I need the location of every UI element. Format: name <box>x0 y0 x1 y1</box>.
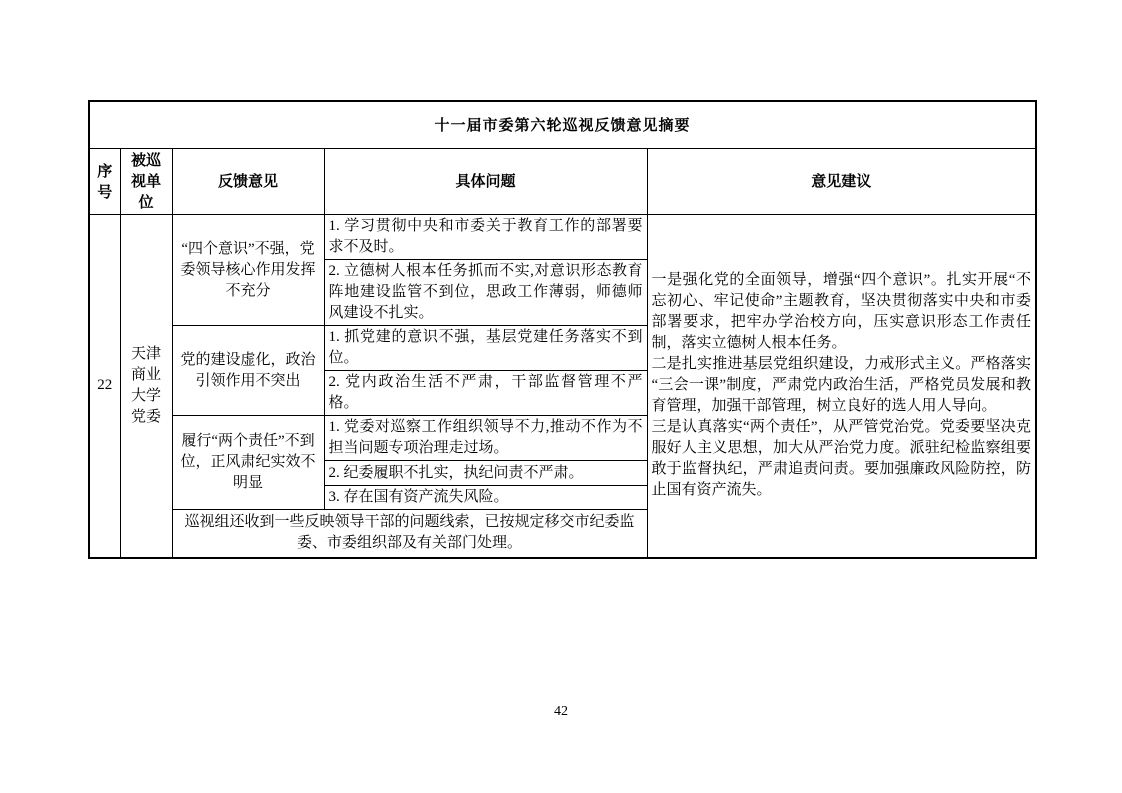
issue-item: 1. 抓党建的意识不强，基层党建任务落实不到位。 <box>324 326 647 371</box>
col-header-issues: 具体问题 <box>324 149 647 215</box>
feedback-group-1: “四个意识”不强，党委领导核心作用发挥不充分 <box>172 215 324 326</box>
page-number: 42 <box>554 704 568 719</box>
inspection-feedback-table <box>88 100 1037 559</box>
cell-suggestions <box>647 215 1036 558</box>
col-header-suggestions: 意见建议 <box>647 149 1036 215</box>
suggestion-paragraph: 三是认真落实“两个责任”，从严管党治党。党委要坚决克服好人主义思想，加大从严治党力度。派驻纪检监察组要敢于监督执纪，严肃追责问责。要加强廉政风险防控，防止国有资产流失。 <box>651 419 1031 499</box>
col-header-index: 序号 <box>89 149 120 215</box>
table-title: 十一届市委第六轮巡视反馈意见摘要 <box>89 101 1036 149</box>
issue-item: 1. 学习贯彻中央和市委关于教育工作的部署要求不及时。 <box>324 215 647 260</box>
suggestion-paragraph: 一是强化党的全面领导，增强“四个意识”。扎实开展“不忘初心、牢记使命”主题教育，坚决贯彻落实中央和市委部署要求，把牢办学治校方向，压实意识形态工作责任制，落实立德树人根本任务。 <box>651 272 1031 352</box>
issue-item: 2. 党内政治生活不严肃，干部监督管理不严格。 <box>324 371 647 416</box>
cell-inspected-unit: 天津商业大学党委 <box>120 215 172 558</box>
suggestion-paragraph: 二是扎实推进基层党组织建设，力戒形式主义。严格落实“三会一课”制度，严肃党内政治生活，严格党员发展和教育管理，加强干部管理，树立良好的选人用人导向。 <box>651 356 1031 415</box>
issue-item: 2. 纪委履职不扎实，执纪问责不严肃。 <box>324 461 647 486</box>
feedback-group-3: 履行“两个责任”不到位，正风肃纪实效不明显 <box>172 416 324 510</box>
col-header-unit: 被巡视单位 <box>120 149 172 215</box>
issue-item: 3. 存在国有资产流失风险。 <box>324 486 647 510</box>
clue-note: 巡视组还收到一些反映领导干部的问题线索，已按规定移交市纪委监委、市委组织部及有关部门处理。 <box>172 510 647 558</box>
title-row <box>89 101 1036 149</box>
issue-item: 1. 党委对巡察工作组织领导不力,推动不作为不担当问题专项治理走过场。 <box>324 416 647 461</box>
header-row <box>89 149 1036 215</box>
table-row <box>89 215 1036 260</box>
report-sheet <box>88 100 1035 559</box>
issue-item: 2. 立德树人根本任务抓而不实,对意识形态教育阵地建设监管不到位，思政工作薄弱，师德师风建设不扎实。 <box>324 260 647 326</box>
cell-row-index: 22 <box>89 215 120 558</box>
col-header-feedback: 反馈意见 <box>172 149 324 215</box>
feedback-group-2: 党的建设虚化，政治引领作用不突出 <box>172 326 324 416</box>
